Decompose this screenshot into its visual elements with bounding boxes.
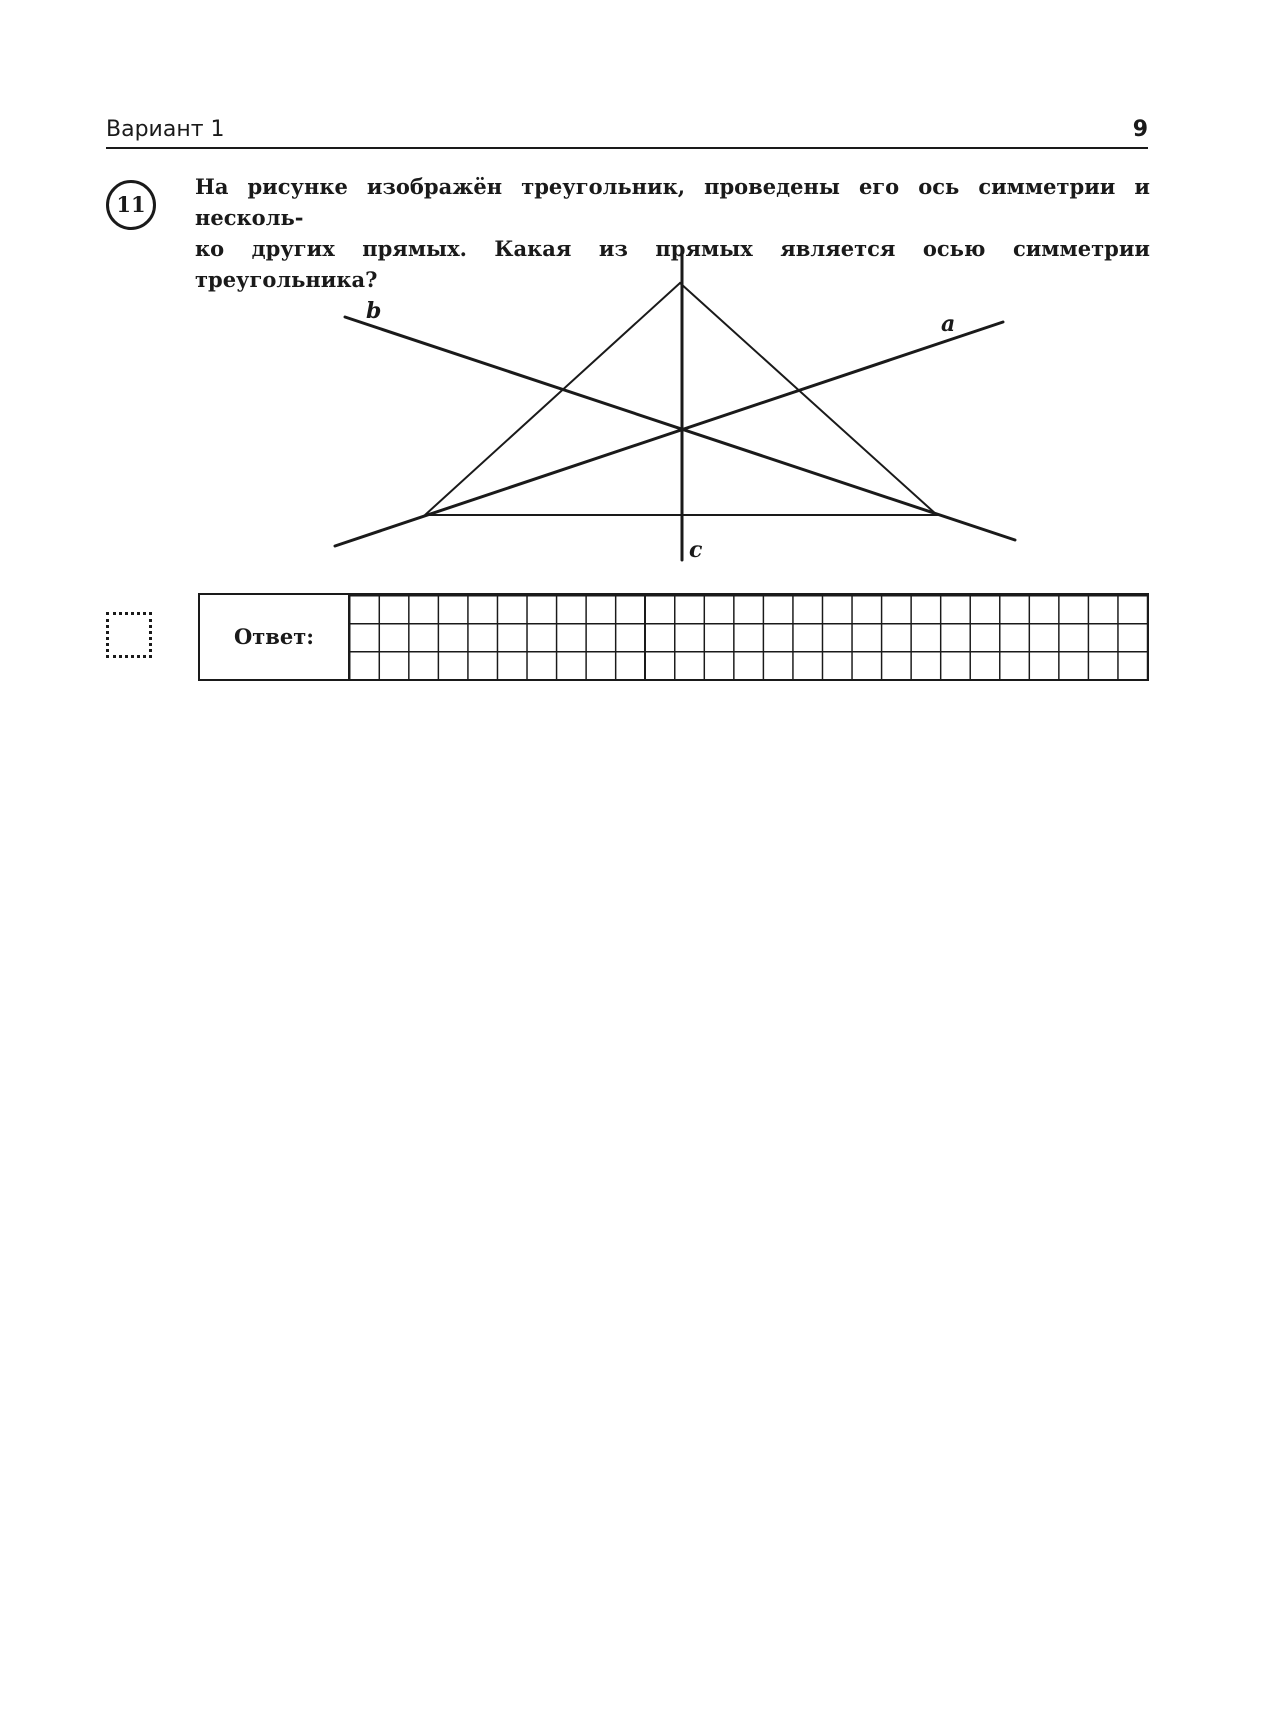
score-box xyxy=(106,612,152,658)
triangle-figure xyxy=(0,0,1270,600)
line-b-label: b xyxy=(366,298,382,324)
question-line-1: На рисунке изображён треугольник, проведены его ось симметрии и несколь- xyxy=(195,174,1150,230)
task-number-badge: 11 xyxy=(106,180,156,230)
answer-grid[interactable] xyxy=(349,595,1147,679)
line-c-label: c xyxy=(689,537,703,563)
answer-grid-divider xyxy=(644,595,646,679)
question-line-2: ко других прямых. Какая из прямых является осью симметрии треугольника? xyxy=(195,236,1150,292)
answer-label: Ответ: xyxy=(200,595,350,679)
line-a-label: a xyxy=(941,311,956,337)
line-a xyxy=(335,322,1003,546)
page-number: 9 xyxy=(1132,117,1148,142)
answer-form xyxy=(198,593,1149,681)
variant-title: Вариант 1 xyxy=(106,117,225,142)
